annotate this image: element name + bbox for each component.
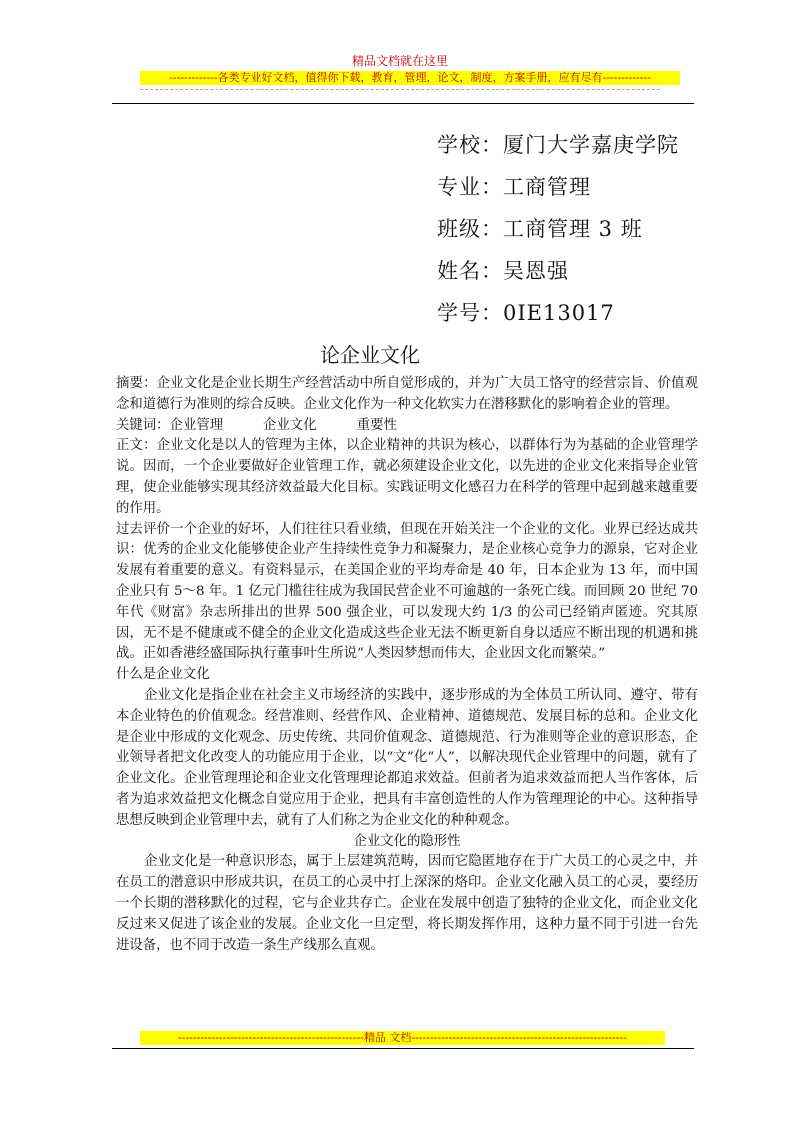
student-id-line: 学号：0IE13017 (437, 301, 615, 325)
body-paragraph-2: 过去评价一个企业的好坏，人们往往只看业绩，但现在开始关注一个企业的文化。业界已经达成共识：优秀的企业文化能够使企业产生持续性竞争力和凝聚力，是企业核心竞争力的源泉，它对企业发展有着重要的意义。有资料显示，在美国企业的平均寿命是 40 年，日本企业为 13 年，而中国企业只有 5～8 年。1 亿元门槛往往成为我国民营企业不可逾越的一条死亡线。而回顾 20 世纪 70 年代《财富》杂志所排出的世界 500 强企业，可以发现大约 1/3 的公司已经销声匿迹。究其原因，无不是不健康或不健全的企业文化造成这些企业无法不断更新自身以适应不断出现的机遇和挑战。正如香港经盛国际执行董事叶生所说“人类因梦想而伟大，企业因文化而繁荣。” (116, 521, 698, 662)
keywords-line (116, 416, 698, 437)
abstract-paragraph: 摘要：企业文化是企业长期生产经营活动中所自觉形成的，并为广大员工恪守的经营宗旨、价值观念和道德行为准则的综合反映。企业文化作为一种文化软实力在潜移默化的影响着企业的管理。 (116, 376, 698, 412)
keyword-3: 重要性 (356, 417, 397, 433)
body-paragraph-3: 企业文化是指企业在社会主义市场经济的实践中，逐步形成的为全体员工所认同、遵守、带有本企业特色的价值观念。经营准则、经营作风、企业精神、道德规范、发展目标的总和。企业文化是企业中形成的文化观念、历史传统、共同价值观念、道德规范、行为准则等企业的意识形态，企业领导者把文化改变人的功能应用于企业，以“文”化“人”，以解决现代企业管理中的问题，就有了企业文化。企业管理理论和企业文化管理理论都追求效益。但前者为追求效益而把人当作客体，后者为追求效益把文化概念自觉应用于企业，把具有丰富创造性的人作为管理理论的中心。这种指导思想反映到企业管理中去，就有了人们称之为企业文化的种种观念。 (116, 687, 698, 828)
school-line: 学校：厦门大学嘉庚学院 (437, 133, 679, 157)
body-paragraph-1: 正文：企业文化是以人的管理为主体，以企业精神的共识为核心，以群体行为为基础的企业管理学说。因而，一个企业要做好企业管理工作，就必须建设企业文化，以先进的企业文化来指导企业管理，使企业能够实现其经济效益最大化目标。实践证明文化感召力在科学的管理中起到越来越重要的作用。 (116, 438, 698, 516)
footer-rule (112, 1048, 694, 1049)
major-line: 专业：工商管理 (437, 175, 591, 199)
header-banner-tagline: -------------各类专业好文档，值得你下载，教育，管理，论文，制度，方案手册，应有尽有------------- (140, 71, 680, 85)
header-banner-title: 精品文档就在这里 (351, 54, 448, 68)
keyword-2: 企业文化 (263, 417, 317, 433)
body-paragraph-4: 企业文化是一种意识形态，属于上层建筑范畴，因而它隐匿地存在于广大员工的心灵之中，并在员工的潜意识中形成共识，在员工的心灵中打上深深的烙印。企业文化融入员工的心灵，要经历一个长期的潜移默化的过程，它与企业共存亡。企业在发展中创造了独特的企业文化，而企业文化反过来又促进了该企业的发展。企业文化一旦定型，将长期发挥作用，这种力量不同于引进一台先进设备，也不同于改造一条生产线那么直观。 (116, 854, 698, 953)
header-rule (112, 103, 694, 104)
document-title: 论企业文化 (320, 343, 420, 367)
student-info-block (437, 130, 679, 340)
document-body (116, 374, 698, 956)
section-heading-2: 企业文化的隐形性 (353, 833, 461, 849)
section-heading-1: 什么是企业文化 (116, 667, 210, 683)
class-line: 班级：工商管理 3 班 (437, 217, 643, 241)
name-line: 姓名：吴恩强 (437, 259, 569, 283)
header-dashed-divider (140, 89, 660, 91)
keyword-label: 关键词：企业管理 (116, 417, 224, 433)
footer-banner: --------------------------------------------------精品 文档---------------------------------------------------------- (140, 1031, 665, 1045)
